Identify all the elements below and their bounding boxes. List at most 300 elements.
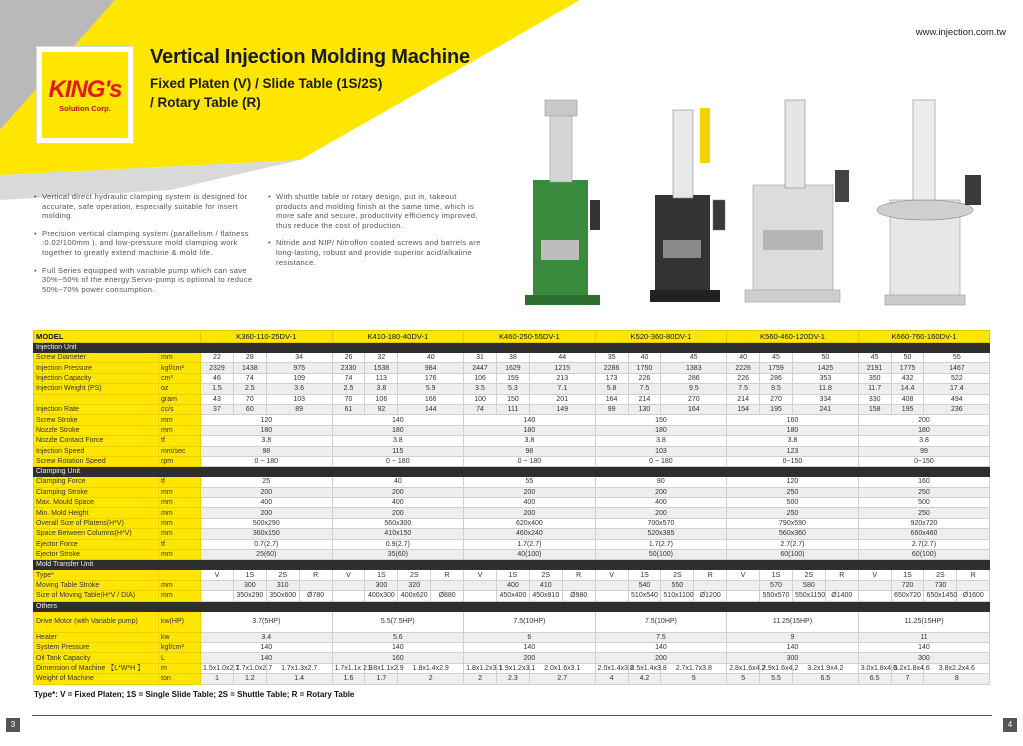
table-cell: 3.8x2.2x4.6 [924,663,990,673]
row-label: Injection Capacity [34,373,159,383]
table-cell: 500 [727,498,859,508]
row-label: Injection Pressure [34,363,159,373]
table-cell: 35(60) [332,550,464,560]
table-cell: 400x300 [365,591,398,601]
table-cell: 60(100) [858,550,990,560]
table-cell [858,580,891,590]
table-row [34,404,990,414]
table-cell: 164 [661,404,727,414]
table-cell: V [727,570,760,580]
table-cell [431,580,464,590]
table-cell: 180 [595,425,727,435]
table-row [34,353,990,363]
table-cell: 7.5(10HP) [595,611,727,632]
table-cell: 2191 [858,363,891,373]
table-cell: 140 [332,642,464,652]
table-cell: 173 [595,373,628,383]
feature-list-2 [268,192,490,275]
table-cell: 520x385 [595,529,727,539]
table-cell [332,591,365,601]
table-cell: 360x150 [201,529,333,539]
table-cell: 620x400 [464,518,596,528]
table-cell: 45 [661,353,727,363]
table-cell: 1.7x1.0x2.7 [233,663,266,673]
table-cell: 2.9x1.6x4.2 [760,663,793,673]
row-unit: tf [159,477,201,487]
table-cell: 106 [365,394,398,404]
row-unit: m [159,663,201,673]
table-cell: 45 [858,353,891,363]
table-cell: 140 [464,642,596,652]
table-cell: 22 [201,353,234,363]
table-cell: Ø780 [299,591,332,601]
table-cell: 35 [595,353,628,363]
table-cell: 46 [201,373,234,383]
table-cell: 2.7x1.7x3.8 [661,663,727,673]
row-label: Dimension of Machine 【L*W*H 】 [34,663,159,673]
table-cell: 200 [464,508,596,518]
table-cell: 3.2x1.8x4.6 [891,663,924,673]
table-cell: 522 [924,373,990,383]
table-cell: 1S [760,570,793,580]
table-cell: 3.8 [464,436,596,446]
table-cell: 50 [891,353,924,363]
table-cell: 1S [365,570,398,580]
subtitle-line-2: / Rotary Table (R) [150,95,261,110]
table-cell: 60 [233,404,266,414]
table-cell: 115 [332,446,464,456]
table-cell: 1S [496,570,529,580]
table-cell: 7.5(10HP) [464,611,596,632]
table-cell: 9 [727,632,859,642]
row-label: Max. Mould Space [34,498,159,508]
table-cell: 975 [266,363,332,373]
table-cell: 550x570 [760,591,793,601]
table-cell: 214 [727,394,760,404]
table-cell: 11.25(15HP) [858,611,990,632]
table-cell: 650x1450 [924,591,957,601]
table-cell: 270 [760,394,793,404]
table-cell: 2.3 [496,674,529,684]
table-cell: 180 [332,425,464,435]
row-label: Oil Tank Capacity [34,653,159,663]
table-cell: 99 [595,404,628,414]
table-cell: 2S [661,570,694,580]
row-unit: mm/sec [159,446,201,456]
row-unit: gram [159,394,201,404]
table-cell: 250 [858,508,990,518]
table-cell: 320 [398,580,431,590]
table-cell: 34 [266,353,332,363]
table-row [34,373,990,383]
table-cell: R [825,570,858,580]
row-label: Type* [34,570,159,580]
table-cell [727,580,760,590]
table-cell: Ø1200 [694,591,727,601]
table-cell: 353 [792,373,858,383]
table-cell: 450x400 [496,591,529,601]
table-cell: 660x460 [858,529,990,539]
table-cell: 5.9 [398,384,464,394]
table-cell: 1538 [365,363,398,373]
table-cell: R [562,570,595,580]
row-unit: ton [159,674,201,684]
table-cell: 2.5 [233,384,266,394]
table-cell: 180 [858,425,990,435]
table-cell: 510x540 [628,591,661,601]
table-row [34,642,990,652]
table-cell: 580 [792,580,825,590]
row-unit: tf [159,436,201,446]
logo-brand: KING's [48,75,122,103]
logo-subtitle: Solution Corp. [59,103,111,113]
section-title: Mold Transfer Unit [34,560,990,570]
row-unit: kgf/cm² [159,363,201,373]
table-cell: 570 [760,580,793,590]
row-unit: cm³ [159,373,201,383]
table-cell: 154 [727,404,760,414]
table-cell: 0 ~ 180 [464,456,596,466]
table-cell [694,580,727,590]
table-cell: 195 [760,404,793,414]
table-cell: 5 [661,674,727,684]
machine-photos [505,90,1005,320]
table-cell: 130 [628,404,661,414]
table-row [34,456,990,466]
table-cell: 176 [398,373,464,383]
table-row [34,415,990,425]
table-cell: 25(60) [201,550,333,560]
table-cell [201,591,234,601]
table-cell: 150 [595,415,727,425]
table-cell: 550 [661,580,694,590]
table-cell: 5.3 [496,384,529,394]
feature-item: • Nitride and NIP/ Nitroflon coated screws and barrels are long-lasting, robust and provide superior acid/alkaline resistance. [268,238,490,267]
table-cell: 2.5x1.4x3.8 [628,663,661,673]
row-label: Nozzle Stroke [34,425,159,435]
table-cell: 213 [529,373,595,383]
table-cell: 195 [891,404,924,414]
table-cell: 9.5 [760,384,793,394]
page-number-left: 3 [6,718,20,732]
table-cell: 334 [792,394,858,404]
table-row [34,550,990,560]
table-cell: 560x300 [332,518,464,528]
table-row [34,363,990,373]
table-cell: 26 [332,353,365,363]
table-cell: 1S [891,570,924,580]
table-cell: 330 [858,394,891,404]
table-cell: 200 [201,487,333,497]
table-cell [464,591,497,601]
row-label: Moving Table Stroke [34,580,159,590]
row-unit: tf [159,539,201,549]
table-cell: 2447 [464,363,497,373]
row-label: Weight of Machine [34,674,159,684]
page-subtitle [150,74,450,112]
table-cell: 0~150 [858,456,990,466]
section-row [34,343,990,353]
table-cell: 3.8 [858,436,990,446]
section-title: Injection Unit [34,343,990,353]
table-cell: 1.5x1.0x2.7 [201,663,234,673]
table-cell: 7.5 [595,632,727,642]
table-cell [595,580,628,590]
table-cell [562,580,595,590]
table-cell: 5.6 [332,632,464,642]
table-cell: 1S [233,570,266,580]
table-cell: 730 [924,580,957,590]
table-cell: 1.2 [233,674,266,684]
table-cell: 400x620 [398,591,431,601]
table-cell: 61 [332,404,365,414]
table-cell: 400 [496,580,529,590]
table-cell: 92 [365,404,398,414]
table-cell: 120 [201,415,333,425]
table-cell: 3.8 [365,384,398,394]
table-header-row [34,331,990,343]
row-unit: oz [159,384,201,394]
table-cell: 109 [266,373,332,383]
table-cell: 550x1150 [792,591,825,601]
table-cell: 650x720 [891,591,924,601]
table-cell: 40(100) [464,550,596,560]
section-row [34,601,990,611]
table-cell: V [201,570,234,580]
type-footnote: Type*: V = Fixed Platen; 1S = Single Slide Table; 2S = Shuttle Table; R = Rotary Table [34,690,355,699]
table-row [34,487,990,497]
table-cell: 5.8 [595,384,628,394]
row-label: Injection Weight (PS) [34,384,159,394]
table-cell: 158 [858,404,891,414]
table-cell [858,591,891,601]
table-cell: 560x360 [727,529,859,539]
table-cell: 2286 [595,363,628,373]
table-row [34,580,990,590]
table-cell: 1.8x1.4x2.9 [398,663,464,673]
table-cell: 1438 [233,363,266,373]
table-cell: 1.8x1.1x2.9 [365,663,398,673]
table-cell: 43 [201,394,234,404]
row-unit: mm [159,508,201,518]
row-unit: rpm [159,456,201,466]
table-cell: 123 [727,446,859,456]
row-label: Heater [34,632,159,642]
row-unit: mm [159,550,201,560]
table-cell: 98 [464,446,596,456]
table-cell: 25 [201,477,333,487]
table-cell: 11.8 [792,384,858,394]
table-cell: 180 [727,425,859,435]
table-cell: 7 [891,674,924,684]
table-cell: 1.7x1.3x2.7 [266,663,332,673]
table-cell [332,580,365,590]
table-cell: 17.4 [924,384,990,394]
table-cell: 2226 [727,363,760,373]
row-label: Overall Size of Platens(H*V) [34,518,159,528]
table-cell: 0~150 [727,456,859,466]
table-cell: R [431,570,464,580]
table-cell: 70 [233,394,266,404]
table-cell: 44 [529,353,595,363]
table-cell: 700x570 [595,518,727,528]
table-cell: 1759 [760,363,793,373]
table-row [34,674,990,684]
table-cell: 200 [464,487,596,497]
table-cell: 2S [529,570,562,580]
table-cell: 4 [595,674,628,684]
table-cell: 7.1 [529,384,595,394]
table-cell: 32 [365,353,398,363]
row-unit: mm [159,415,201,425]
table-cell: V [858,570,891,580]
table-cell: 1425 [792,363,858,373]
table-cell: 180 [201,425,333,435]
table-cell: Ø880 [431,591,464,601]
table-cell [464,580,497,590]
table-cell: 3.8 [595,436,727,446]
table-cell: 164 [595,394,628,404]
table-cell: 1.6 [332,674,365,684]
table-cell: 5 [727,674,760,684]
table-cell: 2.8x1.6x4.2 [727,663,760,673]
table-cell: 2 [398,674,464,684]
page-title: Vertical Injection Molding Machine [150,46,470,68]
table-cell: 7.5 [727,384,760,394]
table-cell: 160 [332,653,464,663]
model-header: MODEL [34,331,201,343]
row-label: Screw Stroke [34,415,159,425]
table-row [34,508,990,518]
row-label: Screw Rotation Speed [34,456,159,466]
table-cell: 31 [464,353,497,363]
table-cell: 6.5 [858,674,891,684]
row-label: Ejector Force [34,539,159,549]
model-name: K360-110-25DV-1 [201,331,333,343]
table-cell [825,580,858,590]
table-row [34,498,990,508]
table-cell: 1 [201,674,234,684]
table-cell: 100 [464,394,497,404]
model-name: K520-360-80DV-1 [595,331,727,343]
table-cell: 74 [332,373,365,383]
table-cell: 214 [628,394,661,404]
table-cell: 1467 [924,363,990,373]
table-cell: 45 [760,353,793,363]
company-logo [36,46,134,144]
table-cell: 920x720 [858,518,990,528]
table-cell: 3.0x1.8x4.6 [858,663,891,673]
table-cell: 4.2 [628,674,661,684]
table-cell: V [332,570,365,580]
table-cell: 2.7(2.7) [727,539,859,549]
table-cell: 300 [233,580,266,590]
table-cell: 432 [891,373,924,383]
table-cell: 1.8x1.2x3.1 [464,663,497,673]
table-cell: 400 [464,498,596,508]
table-cell: 2S [924,570,957,580]
table-cell: Ø980 [562,591,595,601]
table-cell: 226 [727,373,760,383]
table-cell: 2 [464,674,497,684]
table-cell: 7.5 [628,384,661,394]
table-cell: 1215 [529,363,595,373]
feature-item: • With shuttle table or rotary design, put in, takeout products and molding finish at the same time, which is more safe and secure, productivity efficiency improved, thus reduce the cost of production. [268,192,490,230]
table-cell: V [595,570,628,580]
table-cell: 0 ~ 180 [201,456,333,466]
table-cell: 0.9(2.7) [332,539,464,549]
table-cell: 140 [727,642,859,652]
table-cell: 149 [529,404,595,414]
machine-image-1 [525,100,600,305]
table-cell: 1.7x1.1x 2.9 [332,663,365,673]
feature-item: • Vertical direct hydraulic clamping system is designed for accurate, safe operation, especially suitable for insert molding. [34,192,256,221]
table-row [34,653,990,663]
table-cell: 460x240 [464,529,596,539]
table-cell: 140 [464,415,596,425]
table-cell: 1.9x1.2x3.1 [496,663,529,673]
table-cell: 2S [398,570,431,580]
row-unit: cc/s [159,404,201,414]
table-cell: 200 [332,487,464,497]
table-cell: 74 [464,404,497,414]
table-cell: 144 [398,404,464,414]
table-cell: 1.7(2.7) [595,539,727,549]
table-cell: 1S [628,570,661,580]
table-cell: 150 [496,394,529,404]
row-label: Screw Diameter [34,353,159,363]
table-cell: 11.25(15HP) [727,611,859,632]
table-cell: V [464,570,497,580]
section-row [34,560,990,570]
table-cell: 9.5 [661,384,727,394]
table-cell: 270 [661,394,727,404]
table-cell: 450x810 [529,591,562,601]
row-unit: mm [159,580,201,590]
row-label: Ejector Stroke [34,550,159,560]
table-cell: 3.6 [266,384,332,394]
row-label: Size of Moving Table(H*V / DIA) [34,591,159,601]
table-cell: 2329 [201,363,234,373]
table-cell: 310 [266,580,299,590]
table-cell: 500 [858,498,990,508]
table-cell: 55 [924,353,990,363]
table-cell: 2.0x1.6x3.1 [529,663,595,673]
table-cell: 3.7(5HP) [201,611,333,632]
table-cell: 408 [891,394,924,404]
table-cell: 400 [595,498,727,508]
website-url[interactable]: www.injection.com.tw [915,27,1006,38]
table-cell [595,591,628,601]
table-cell: 300 [858,653,990,663]
table-cell: 494 [924,394,990,404]
table-cell: 0.7(2.7) [201,539,333,549]
table-cell: 2.0x1.4x3.8 [595,663,628,673]
table-cell: 180 [464,425,596,435]
row-unit: mm [159,518,201,528]
table-cell: 1383 [661,363,727,373]
row-label: Drive Motor (with Variable pump) [34,611,159,632]
row-unit: mm [159,498,201,508]
table-cell: 8 [924,674,990,684]
row-unit: kgf/cm² [159,642,201,652]
row-unit: kw(HP) [159,611,201,632]
table-cell: 55 [464,477,596,487]
table-cell: 120 [727,477,859,487]
table-cell: 500x290 [201,518,333,528]
table-row [34,570,990,580]
table-cell: 113 [365,373,398,383]
